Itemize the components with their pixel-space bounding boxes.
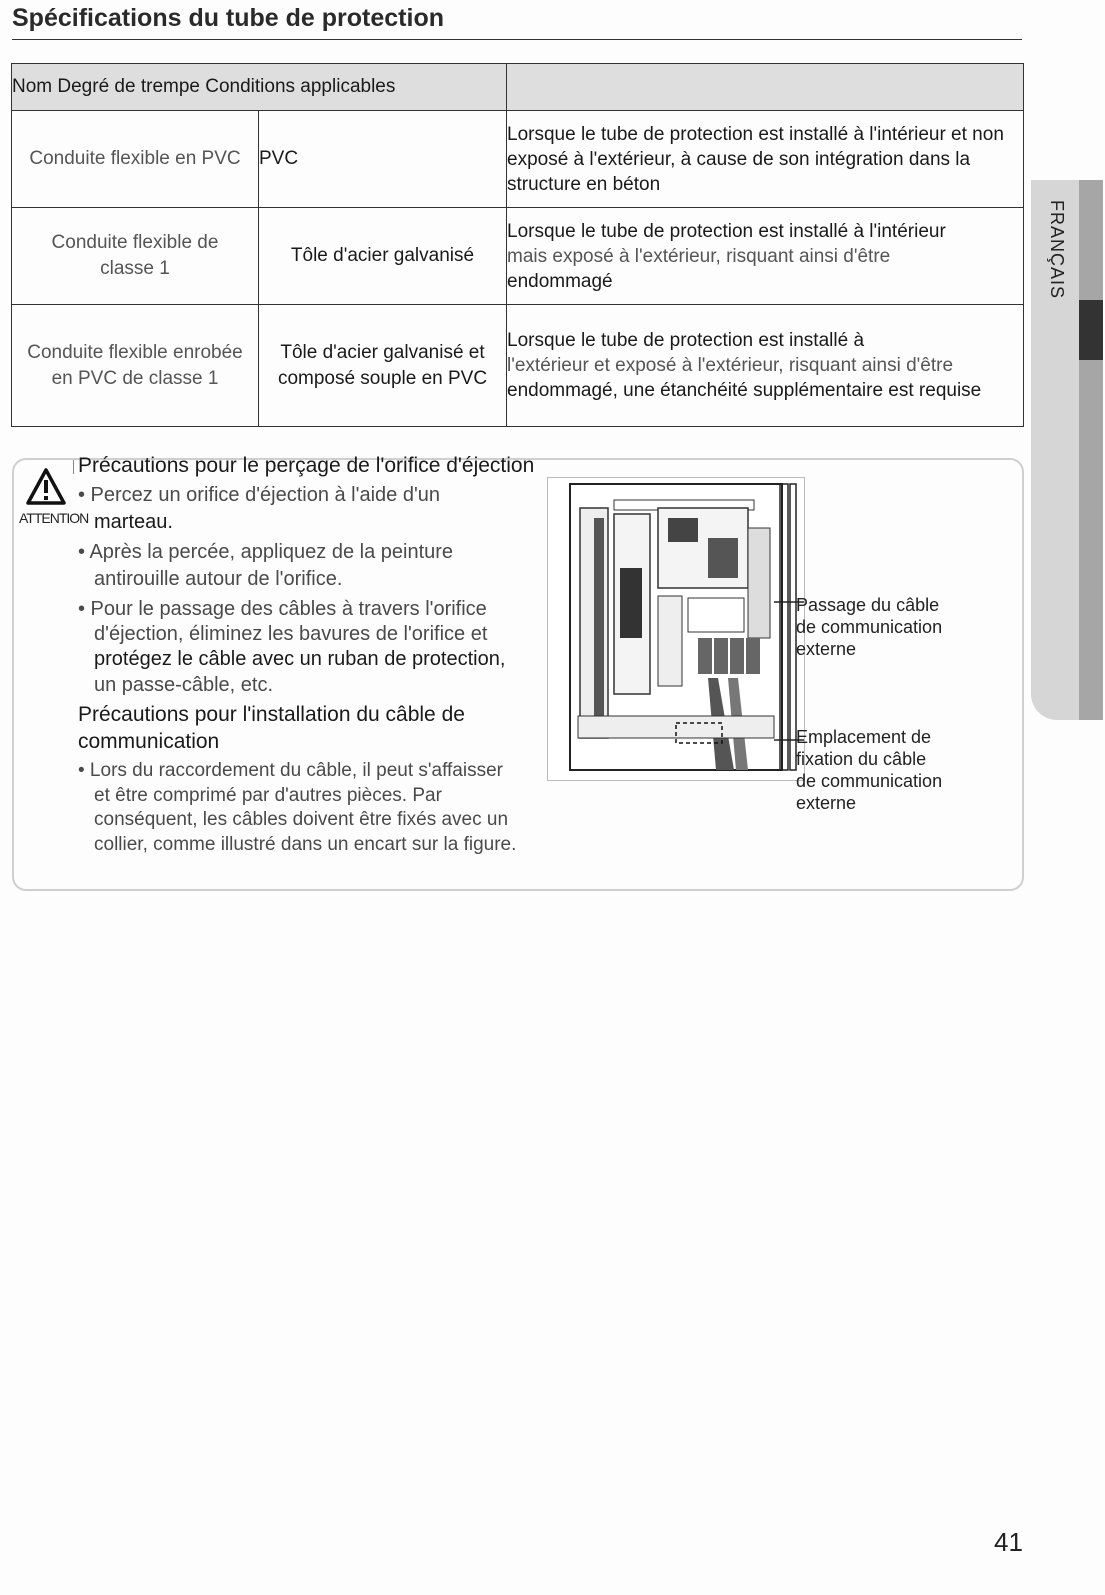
section-marker bbox=[1079, 300, 1103, 360]
heading-cable: Précautions pour l'installation du câble de bbox=[78, 703, 465, 726]
spec-table bbox=[11, 63, 1024, 427]
material-cell: Tôle d'acier galvanisé bbox=[259, 208, 507, 305]
language-label: FRANÇAIS bbox=[1047, 200, 1067, 300]
callout-cable-passage bbox=[796, 594, 942, 660]
conditions-cell: Lorsque le tube de protection est installé à l'intérieur et non exposé à l'extérieur, à cause de son intégration dans la structure en béton bbox=[507, 111, 1024, 208]
conditions-line: Lorsque le tube de protection est installé à l'intérieur bbox=[507, 220, 946, 242]
callout-line: fixation du câble bbox=[796, 749, 927, 769]
table-header: Nom Degré de trempe Conditions applicables bbox=[12, 64, 507, 111]
conditions-cell bbox=[507, 305, 1024, 427]
bullet-line: collier, comme illustré dans un encart sur la figure. bbox=[94, 834, 517, 855]
page-title: Spécifications du tube de protection bbox=[12, 4, 444, 32]
callout-cable-fixing bbox=[796, 726, 942, 814]
bullet-line: • Pour le passage des câbles à travers l'orifice bbox=[78, 598, 487, 620]
bullet-line: antirouille autour de l'orifice. bbox=[94, 568, 343, 590]
callout-line: Emplacement de bbox=[796, 727, 932, 747]
attention-label: ATTENTION bbox=[19, 510, 89, 526]
bullet-line: • Après la percée, appliquez de la peinture bbox=[78, 541, 454, 563]
callout-line: Passage du câble bbox=[796, 595, 940, 615]
conditions-line: l'extérieur et exposé à l'extérieur, risquant ainsi d'être bbox=[507, 355, 954, 376]
conditions-line: mais exposé à l'extérieur, risquant ainsi d'être bbox=[507, 245, 891, 267]
conditions-cell bbox=[507, 208, 1024, 305]
bullet-line bbox=[94, 509, 173, 536]
material-cell: Tôle d'acier galvanisé et composé souple en PVC bbox=[259, 305, 507, 427]
bullet-line: et être comprimé par d'autres pièces. Par bbox=[94, 785, 442, 806]
table-row bbox=[12, 208, 1024, 305]
bullet-text: protégez le câble avec un ruban de protection, bbox=[94, 648, 506, 670]
control-box-drawing bbox=[548, 478, 804, 780]
bullet-line: un passe-câble, etc. bbox=[94, 674, 273, 696]
bullet-line bbox=[94, 646, 505, 673]
table-row bbox=[12, 305, 1024, 427]
conditions-line: endommagé, une étanchéité supplémentaire est requise bbox=[507, 380, 982, 401]
page-number: 41 bbox=[994, 1527, 1023, 1557]
table-row bbox=[12, 111, 1024, 208]
heading-cable-line2: communication bbox=[78, 730, 220, 753]
bullet-text: marteau. bbox=[94, 511, 173, 533]
callout-line: de communication bbox=[796, 771, 943, 791]
bullet-line: conséquent, les câbles doivent être fixés avec un bbox=[94, 809, 509, 830]
warning-icon bbox=[26, 467, 66, 507]
table-header-empty bbox=[507, 64, 1024, 111]
language-tab-stripe bbox=[1079, 180, 1103, 720]
conditions-line: Lorsque le tube de protection est installé à bbox=[507, 330, 865, 351]
material-cell: PVC bbox=[259, 111, 507, 208]
name-cell: Conduite flexible enrobée en PVC de classe 1 bbox=[12, 305, 259, 427]
name-cell: Conduite flexible en PVC bbox=[12, 111, 259, 208]
bullet-line: • Percez un orifice d'éjection à l'aide d'un bbox=[78, 484, 441, 506]
heading-drilling: Précautions pour le perçage de l'orifice d'éjection bbox=[78, 454, 535, 477]
caution-box bbox=[12, 454, 1024, 891]
conditions-line: endommagé bbox=[507, 270, 613, 292]
bullet-line: • Lors du raccordement du câble, il peut s'affaisser bbox=[78, 760, 503, 781]
heading-marker bbox=[73, 460, 74, 474]
table-header-row bbox=[12, 64, 1024, 111]
title-divider bbox=[12, 39, 1022, 40]
callout-line: externe bbox=[796, 639, 857, 659]
control-box-illustration bbox=[547, 477, 805, 781]
bullet-line: d'éjection, éliminez les bavures de l'orifice et bbox=[94, 623, 488, 645]
callout-line: de communication bbox=[796, 617, 943, 637]
name-cell: Conduite flexible de classe 1 bbox=[12, 208, 259, 305]
callout-line: externe bbox=[796, 793, 857, 813]
